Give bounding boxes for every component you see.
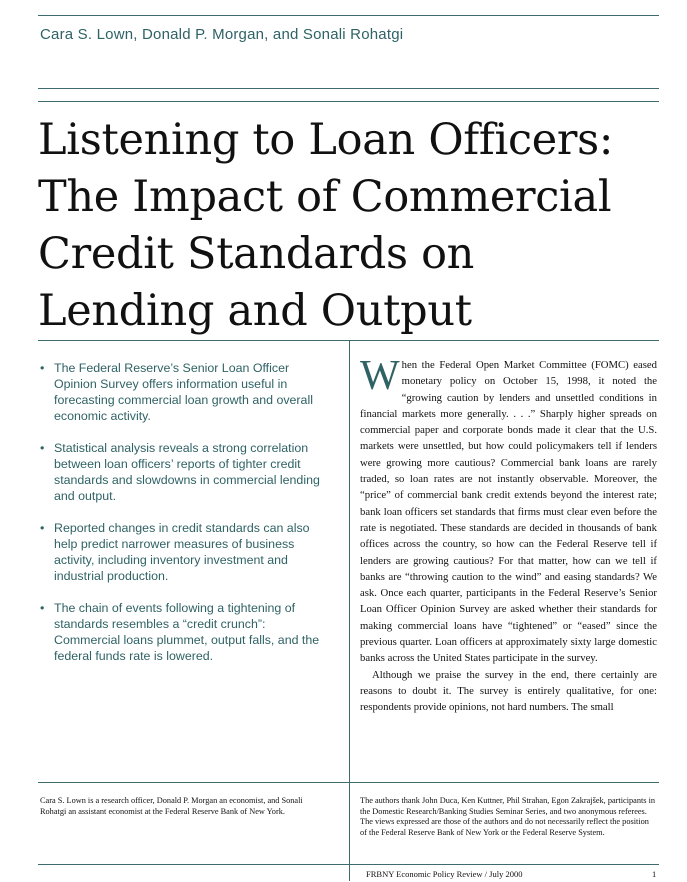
summary-bullet-text: Statistical analysis reveals a strong correlation between loan officers’ reports of tighter credit standards and slowdowns in commercial lending and output. [54, 441, 320, 503]
bullet-dot-icon: • [40, 601, 45, 615]
footnote-rule [38, 782, 659, 783]
body-paragraph [360, 667, 657, 716]
article-title [38, 112, 658, 340]
body-paragraph-text: hen the Federal Open Market Committee (FOMC) eased monetary policy on October 15, 1998, it noted the “growing caution by lenders and unsettled conditions in financial markets more generally. . . .” Sharply higher spreads on commercial paper and corporate bonds made it clear that the U.S. markets were unsettled, but how could policymakers tell if lenders were growing more cautious? Commercial bank loans are rarely traded, so loan rates are not instantly observable. Moreover, the “price” of commercial bank credit extends beyond the interest rate; bank loan officers set standards that firms must clear even before the rate is negotiated. These standards are decided in thousands of bank offices across the country, so how can the Federal Reserve tell if lenders are growing cautious? For that matter, how can we tell if banks are “throwing caution to the wind” and easing standards? We ask. Once each quarter, participants in the Federal Reserve’s Senior Loan Officer Opinion Survey are asked whether their standards for making commercial loans have “tightened” or “eased” since the previous quarter. Loan officers at approximately sixty large domestic banks across the United States participate in the survey. [360, 359, 657, 665]
author-affiliation-note: Cara S. Lown is a research officer, Donald P. Morgan an economist, and Sonali Rohatgi an assistant economist at the Federal Reserve Bank of New York. [40, 796, 303, 816]
title-top-rule [38, 101, 659, 102]
summary-bullet-text: The Federal Reserve’s Senior Loan Officer Opinion Survey offers information useful in forecasting commercial loan growth and overall economic activity. [54, 361, 313, 423]
summary-bullet [40, 360, 325, 424]
title-line: Listening to Loan Officers: [38, 115, 614, 165]
bullet-dot-icon: • [40, 441, 45, 455]
column-divider [349, 341, 350, 881]
footer-rule [38, 864, 659, 865]
publication-footer: FRBNY Economic Policy Review / July 2000 [366, 869, 523, 879]
title-line: Credit Standards on [38, 229, 475, 279]
bullet-dot-icon: • [40, 361, 45, 375]
title-line: The Impact of Commercial [38, 172, 612, 222]
summary-bullet [40, 600, 325, 664]
body-text-column [360, 357, 657, 749]
byline-rule [38, 88, 659, 89]
bullet-dot-icon: • [40, 521, 45, 535]
summary-bullet-text: The chain of events following a tightening of standards resembles a “credit crunch”: Commercial loans plummet, output falls, and the federal funds rate is lowered. [54, 601, 320, 663]
body-paragraph [360, 357, 657, 667]
title-line: Lending and Output [38, 286, 472, 336]
summary-bullet [40, 520, 325, 584]
top-rule [38, 15, 659, 16]
page-number: 1 [652, 869, 657, 879]
summary-bullet-list [40, 360, 325, 680]
drop-cap: W [360, 357, 400, 399]
author-byline: Cara S. Lown, Donald P. Morgan, and Sonali Rohatgi [40, 26, 404, 43]
body-paragraph-text: Although we praise the survey in the end, there certainly are reasons to doubt it. The survey is entirely qualitative, for one: respondents provide opinions, not hard numbers. The small [360, 668, 657, 714]
summary-bullet [40, 440, 325, 504]
summary-bullet-text: Reported changes in credit standards can also help predict narrower measures of business activity, including inventory investment and industrial production. [54, 521, 310, 583]
acknowledgments-note: The authors thank John Duca, Ken Kuttner, Phil Strahan, Egon Zakrajšek, participants in the Domestic Research/Banking Studies Seminar Series, and two anonymous referees. The views expressed are those of the authors and do not necessarily reflect the position of the Federal Reserve Bank of New York or the Federal Reserve System. [360, 796, 656, 838]
